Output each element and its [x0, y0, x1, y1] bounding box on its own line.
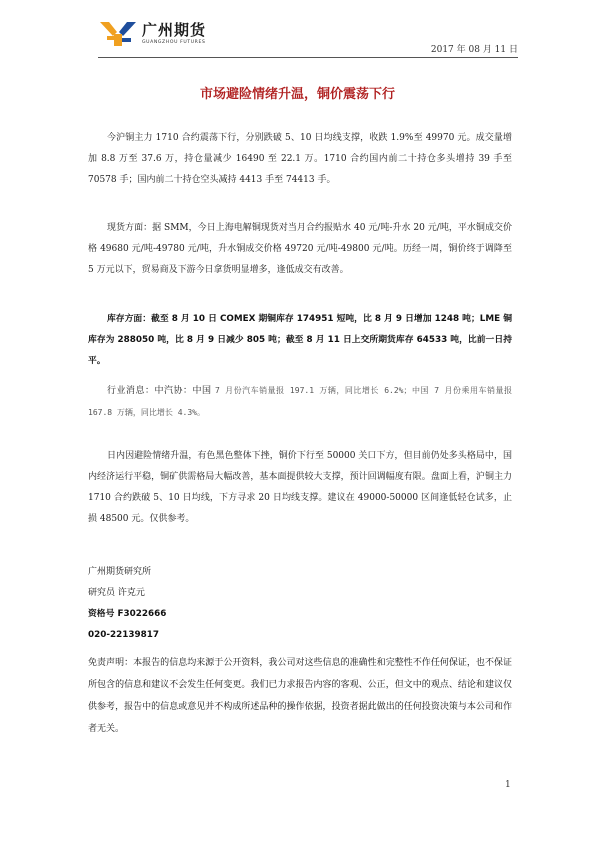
disclaimer: 免责声明：本报告的信息均来源于公开资料，我公司对这些信息的准确性和完整性不作任何保证，也不保证所包含的信息和建议不会发生任何变更。我们已力求报告内容的客观、公正，但文中的观点、结论和建议仅供参考，报告中的信息或意见并不构成所述品种的操作依据，投资者据此做出的任何投资决策与本公司和作者无关。	[88, 658, 512, 734]
institute-name: 广州期货研究所	[88, 567, 152, 577]
company-logo	[98, 18, 206, 48]
paragraph-spot: 现货方面：据 SMM，今日上海电解铜现货对当月合约报贴水 40 元/吨-升水 20 元/吨，平水铜成交价格 49680 元/吨-49780 元/吨，升水铜成交价格 49720 元/吨-49800 元/吨。历经一周，铜价终于调降至 5 万元以下，贸易商及下游今日拿货明显增多，逢低成交有改善。	[88, 223, 512, 275]
report-title: 市场避险情绪升温，铜价震荡下行	[199, 87, 395, 102]
company-name-cn: 广州期货	[142, 21, 207, 39]
paragraph-outlook: 日内因避险情绪升温，有色黑色整体下挫，铜价下行至 50000 关口下方，但目前仍处多头格局中，国内经济运行平稳，铜矿供需格局大幅改善，基本面提供较大支撑，预计回调幅度有限。盘面上看，沪铜主力 1710 合约跌破 5、10 日均线，下方寻求 20 日均线支撑。建议在 49000-50000 区间逢低轻仓试多，止损 48500 元。仅供参考。	[88, 451, 512, 524]
page-number: 1	[505, 780, 511, 790]
paragraph-inventory: 库存方面：截至 8 月 10 日 COMEX 期铜库存 174951 短吨，比 8 月 9 日增加 1248 吨；LME 铜库存为 288050 吨，比 8 月 9 日减少 805 吨；截至 8 月 11 日上交所期货库存 64533 吨，比前一日持平。	[88, 314, 512, 366]
industry-news-detail: 7 月份汽车销量报 197.1 万辆，同比增长 6.2%；中国 7 月份乘用车销量报 167.8 万辆，同比增长 4.3%。	[88, 386, 512, 417]
gzf-logo-icon	[98, 18, 138, 48]
paragraph-industry-news	[88, 380, 512, 424]
license-number: 资格号 F3022666	[88, 609, 167, 619]
paragraph-market: 今沪铜主力 1710 合约震荡下行，分别跌破 5、10 日均线支撑，收跌 1.9%至 49970 元。成交量增加 8.8 万至 37.6 万，持仓量减少 16490 至 22.1 万。1710 合约国内前二十持仓多头增持 39 手至 70578 手；国内前二十持仓空头减持 4413 手至 74413 手。	[88, 133, 512, 185]
industry-news-lead: 行业消息：中汽协：中国	[107, 386, 215, 396]
phone-number: 020-22139817	[88, 630, 159, 640]
header-divider	[98, 57, 518, 58]
researcher-name: 研究员 许克元	[88, 588, 145, 598]
company-name-en: GUANGZHOU FUTURES	[142, 40, 206, 45]
page-header	[98, 18, 518, 58]
report-date: 2017 年 08 月 11 日	[430, 45, 518, 55]
signature-block	[88, 562, 166, 646]
